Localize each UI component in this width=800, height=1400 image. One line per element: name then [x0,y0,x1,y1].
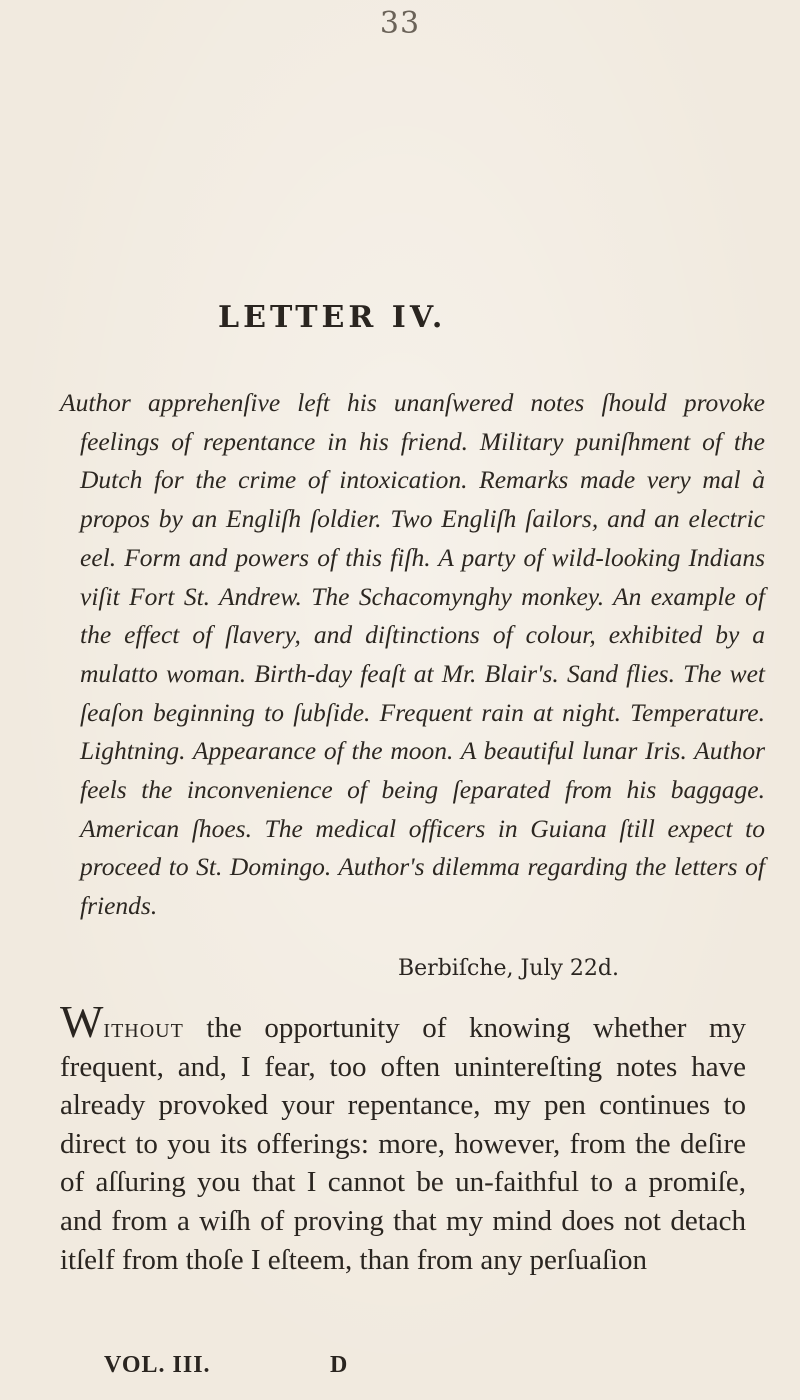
dateline: Berbiſche, July 22d. [398,956,619,981]
drop-cap: W [60,996,104,1047]
body-text: the opportunity of knowing whether my frequent, and, I fear, too often unintereſting notes have already provoked your repentance, my pen continues to direct to you its offerings: more, however, from the deſire of aſſuring you that I cannot be un-faithful to a promiſe, and from a wiſh of proving that my mind does not detach itſelf from thoſe I eſteem, than from any perſuaſion [60,1012,746,1276]
body-paragraph [60,996,746,1279]
letter-heading: LETTER IV. [218,300,447,335]
volume-label: VOL. III. [104,1352,211,1378]
page-number: 33 [379,6,421,41]
signature-mark: D [330,1352,348,1378]
chapter-summary: Author apprehenſive left his unanſwered notes ſhould provoke feelings of repentance in his friend. Military puniſhment of the Dutch for the crime of intoxication. Remarks made very mal à propos by an Engliſh ſoldier. Two Engliſh ſailors, and an electric eel. Form and powers of this fiſh. A party of wild-looking Indians viſit Fort St. Andrew. The Schacomynghy monkey. An example of the effect of ſlavery, and diſtinctions of colour, exhibited by a mulatto woman. Birth-day feaſt at Mr. Blair's. Sand flies. The wet ſeaſon beginning to ſubſide. Frequent rain at night. Temperature. Lightning. Appearance of the moon. A beautiful lunar Iris. Author feels the inconvenience of being ſeparated from his baggage. American ſhoes. The medical officers in Guiana ſtill expect to proceed to St. Domingo. Author's dilemma regarding the letters of friends. [60,388,765,921]
opening-smallcaps: ithout [103,1012,184,1044]
